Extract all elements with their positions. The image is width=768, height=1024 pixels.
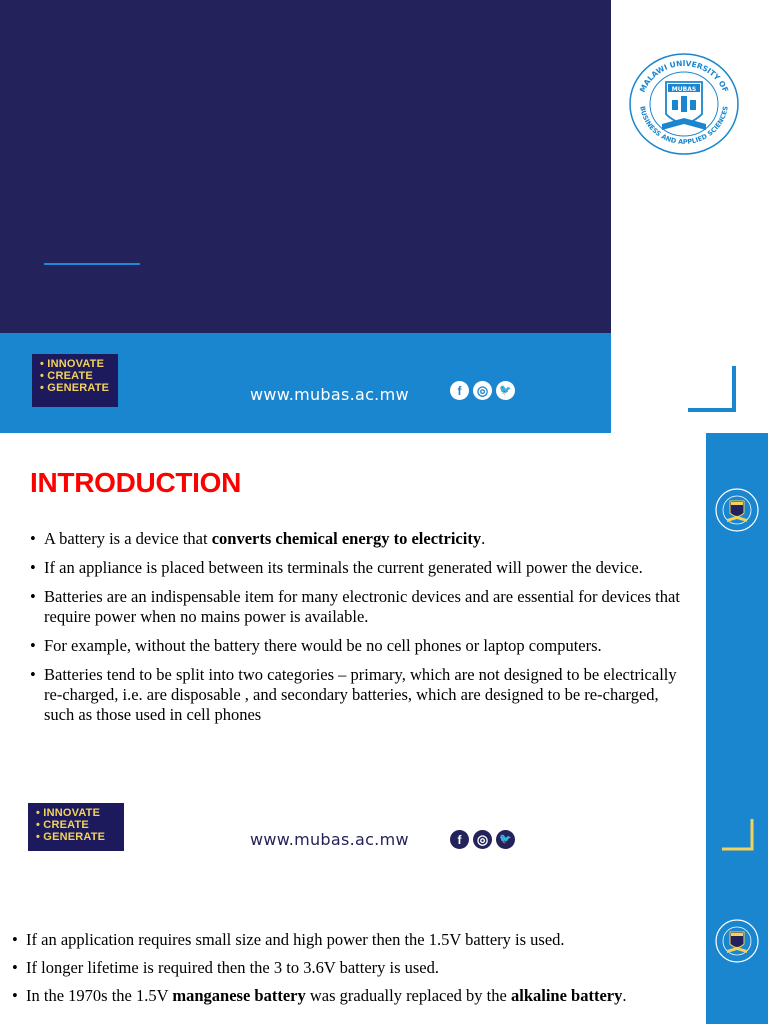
- tagline-create: • CREATE: [40, 370, 93, 382]
- list-item: [30, 665, 690, 725]
- tagline-box: [28, 803, 124, 851]
- website-link[interactable]: www.mubas.ac.mw: [250, 385, 409, 404]
- bullet-text: Batteries tend to be split into two categories – primary, which are not designed to be electrically re-charged, i.e. are disposable , and secondary batteries, which are designed to be re-charged, such as those used in cell phones: [44, 665, 677, 724]
- bullet-list: [12, 930, 692, 1014]
- tagline-generate: • GENERATE: [36, 831, 106, 843]
- logo-text-center: MUBAS: [671, 86, 697, 93]
- corner-bracket-icon: [720, 817, 756, 853]
- bullet-list: [30, 529, 690, 734]
- battery-types-slide: [0, 860, 768, 1024]
- list-item: [30, 529, 690, 549]
- facebook-icon[interactable]: f: [450, 830, 469, 849]
- tagline-innovate: • INNOVATE: [40, 358, 105, 370]
- bullet-text: Batteries are an indispensable item for many electronic devices and are essential for devices that require power when no mains power is available.: [44, 587, 680, 626]
- bullet-text: A battery is a device that: [44, 529, 212, 548]
- bullet-text-mid: was gradually replaced by the: [305, 986, 511, 1005]
- website-link[interactable]: www.mubas.ac.mw: [250, 830, 409, 849]
- bullet-text: If longer lifetime is required then the 3 to 3.6V battery is used.: [26, 958, 440, 977]
- list-item: [12, 958, 692, 978]
- tagline-innovate: • INNOVATE: [36, 807, 101, 819]
- list-item: [12, 986, 692, 1006]
- bullet-text: If an appliance is placed between its terminals the current generated will power the device.: [44, 558, 643, 577]
- bullet-bold-text: converts chemical energy to electricity: [211, 529, 482, 548]
- bullet-bold-text: alkaline battery: [510, 986, 623, 1005]
- twitter-icon[interactable]: 🐦: [496, 830, 515, 849]
- title-panel: [0, 0, 611, 333]
- logo-text-bottom: BUSINESS AND APPLIED SCIENCES: [638, 105, 730, 147]
- bullet-text: If an application requires small size and high power then the 1.5V battery is used.: [26, 930, 565, 949]
- tagline-box: [32, 354, 118, 407]
- logo-text-top: MALAWI UNIVERSITY OF: [637, 58, 731, 94]
- bullet-text: In the 1970s the 1.5V: [26, 986, 173, 1005]
- mubas-logo-small-icon: [714, 918, 760, 964]
- title-underline: [44, 263, 140, 265]
- social-icons: [450, 381, 515, 400]
- bullet-text-end: .: [481, 529, 486, 548]
- mubas-logo-small-icon: [714, 487, 760, 533]
- title-slide: [0, 0, 768, 433]
- bullet-text-end: .: [622, 986, 627, 1005]
- introduction-slide: [0, 433, 768, 860]
- bullet-text: For example, without the battery there would be no cell phones or laptop computers.: [44, 636, 602, 655]
- list-item: [30, 587, 690, 627]
- tagline-create: • CREATE: [36, 819, 89, 831]
- list-item: [30, 558, 690, 578]
- instagram-icon[interactable]: ◎: [473, 830, 492, 849]
- twitter-icon[interactable]: 🐦: [496, 381, 515, 400]
- instagram-icon[interactable]: ◎: [473, 381, 492, 400]
- list-item: [30, 636, 690, 656]
- tagline-generate: • GENERATE: [40, 382, 110, 394]
- social-icons: [450, 830, 515, 849]
- slide-title: INTRODUCTION: [30, 467, 242, 498]
- bullet-bold-text: manganese battery: [172, 986, 306, 1005]
- facebook-icon[interactable]: f: [450, 381, 469, 400]
- corner-bracket-icon: [686, 364, 740, 414]
- list-item: [12, 930, 692, 950]
- mubas-logo-icon: [628, 52, 740, 156]
